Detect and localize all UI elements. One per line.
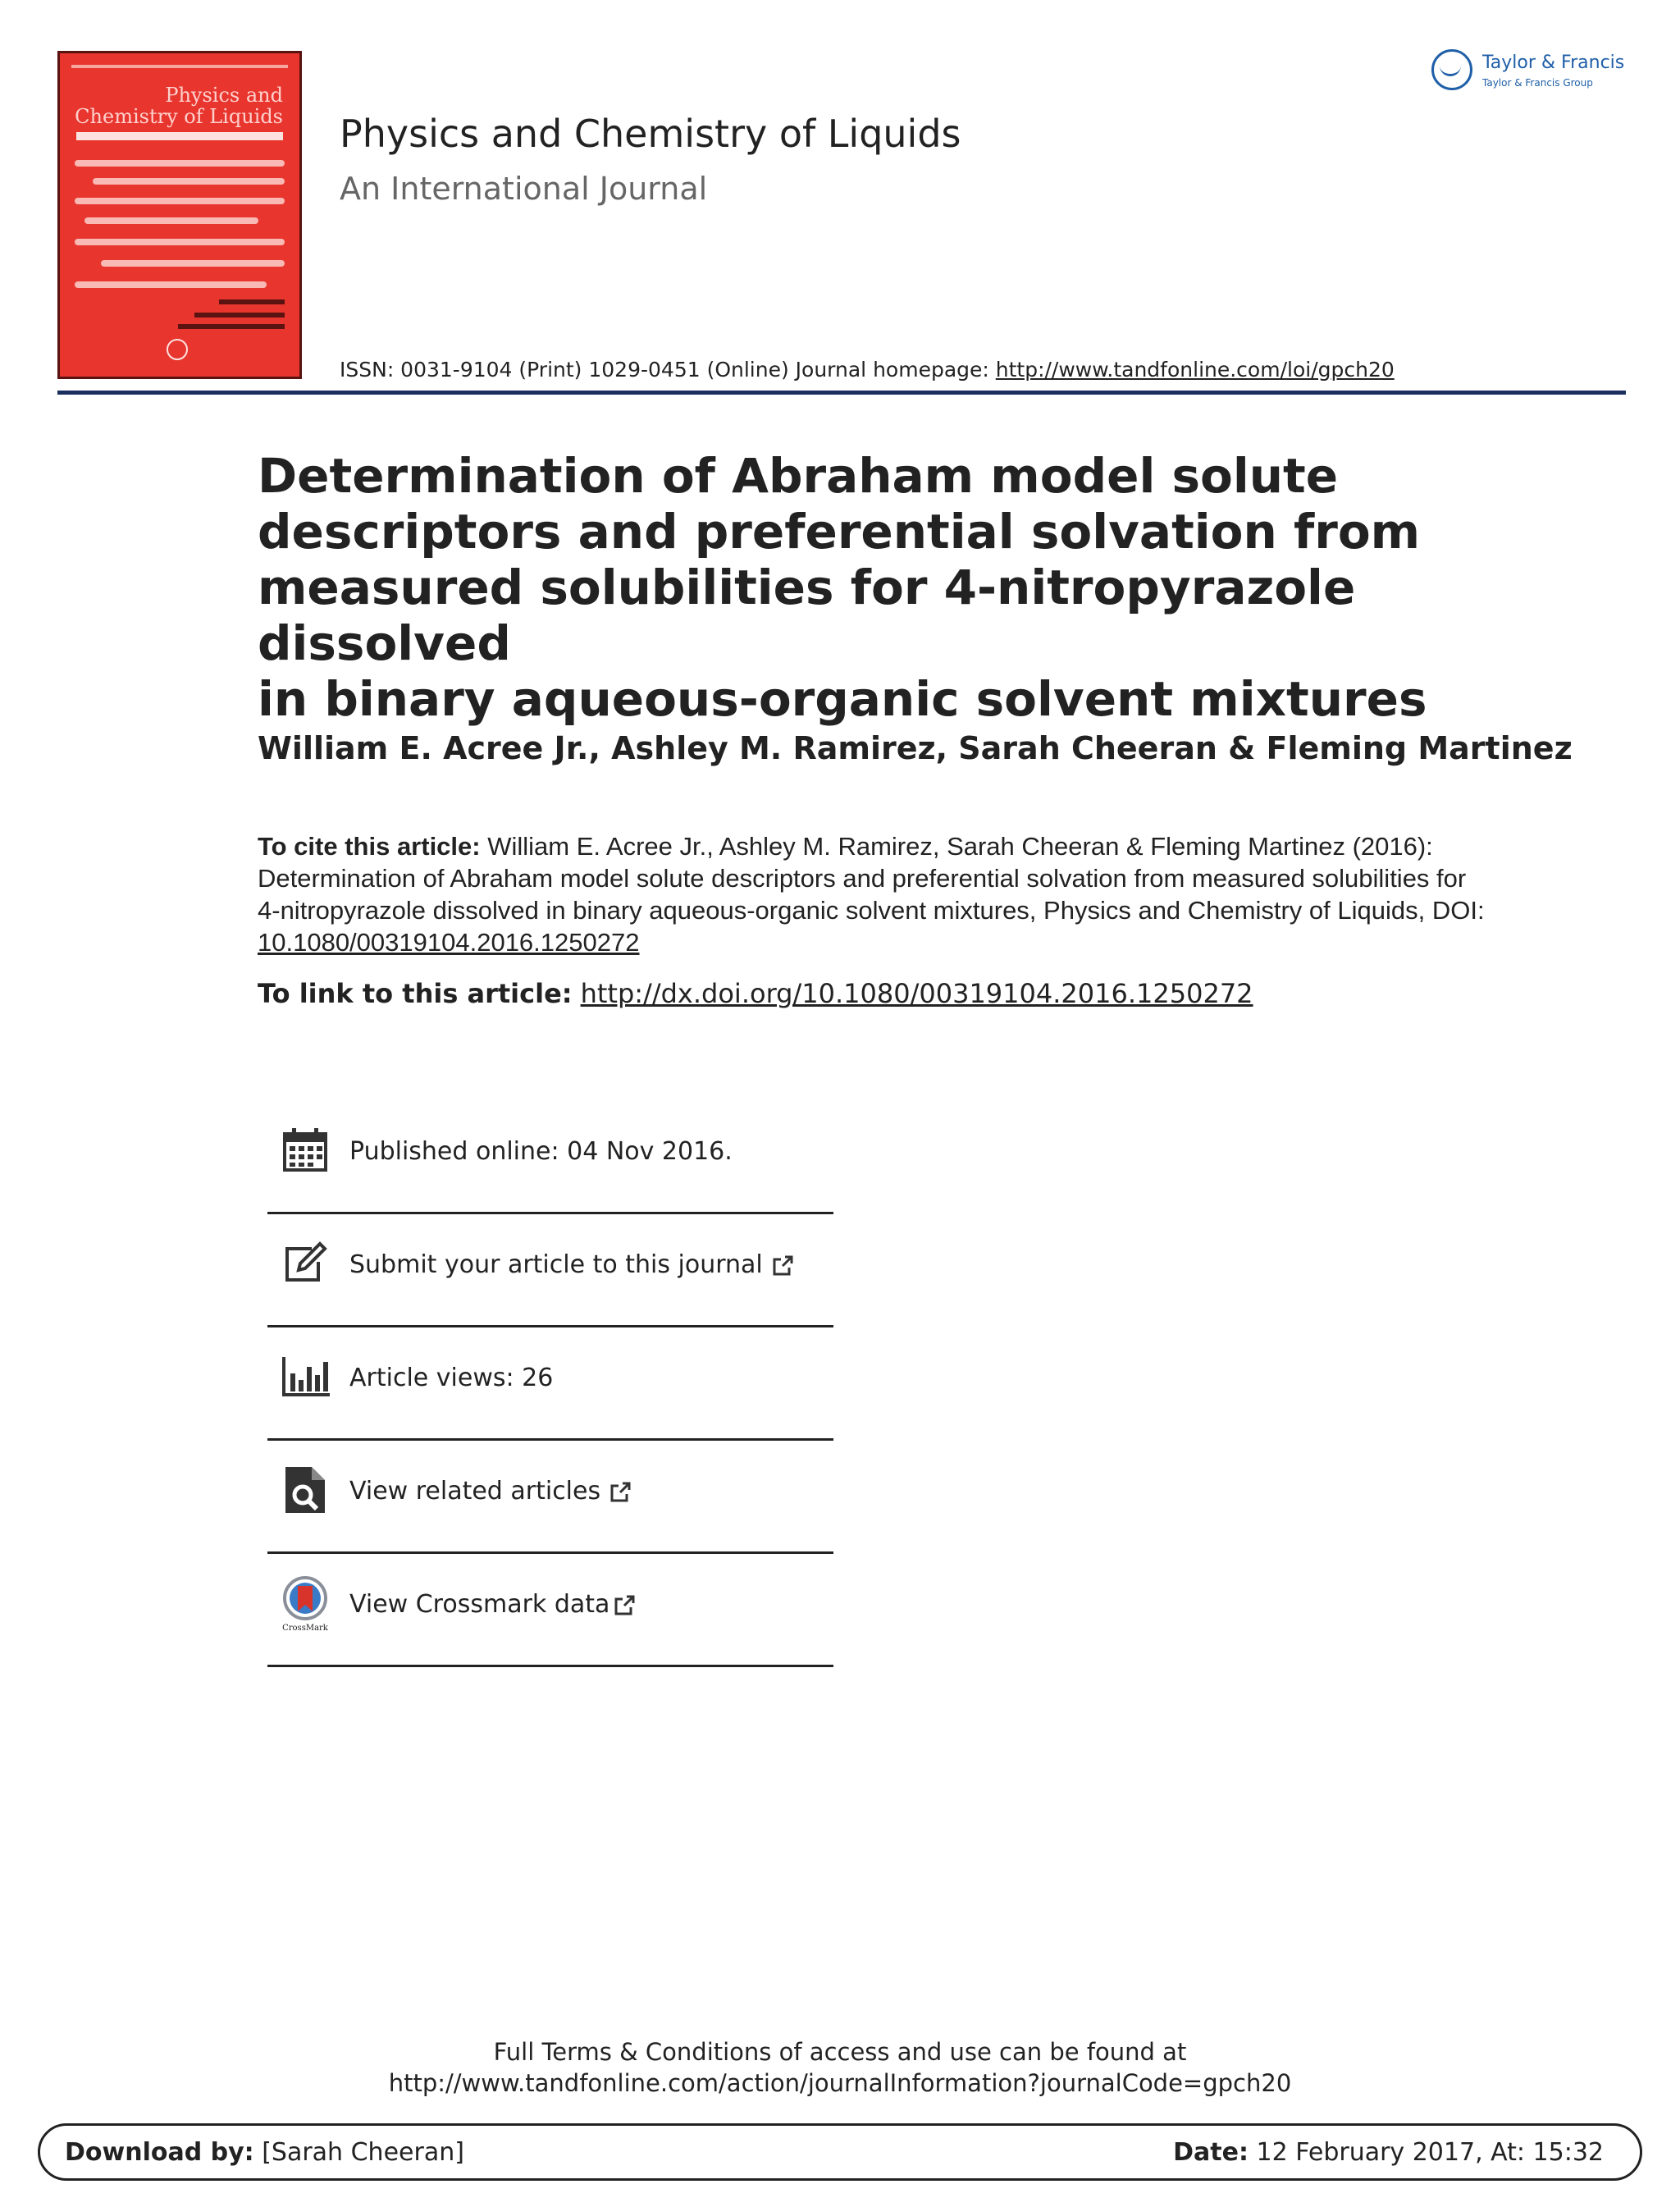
external-link-icon xyxy=(613,1594,636,1617)
published-online-text: Published online: 04 Nov 2016. xyxy=(349,1137,733,1166)
issn-line xyxy=(340,358,1395,382)
submit-article-link[interactable]: Submit your article to this journal xyxy=(349,1250,794,1279)
journal-title: Physics and Chemistry of Liquids xyxy=(340,112,961,156)
download-date: Date: 12 February 2017, At: 15:32 xyxy=(1173,2138,1604,2167)
row-divider xyxy=(267,1665,833,1667)
edit-icon xyxy=(281,1239,330,1288)
citation-block xyxy=(258,830,1488,958)
download-info-bar xyxy=(38,2123,1642,2181)
citation-doi-link[interactable]: 10.1080/00319104.2016.1250272 xyxy=(258,928,640,957)
svg-text:CrossMark: CrossMark xyxy=(282,1624,328,1633)
bar-chart-icon xyxy=(281,1352,330,1401)
crossmark-icon xyxy=(281,1575,330,1633)
article-doi-url-link[interactable]: http://dx.doi.org/10.1080/00319104.2016.1250272 xyxy=(580,978,1253,1009)
journal-cover-image xyxy=(57,51,302,379)
article-link-line xyxy=(258,978,1253,1009)
terms-and-conditions xyxy=(0,2036,1680,2099)
article-views-text: Article views: 26 xyxy=(349,1364,554,1392)
header-divider xyxy=(57,391,1626,395)
journal-subtitle: An International Journal xyxy=(340,171,708,207)
journal-homepage-link[interactable]: http://www.tandfonline.com/loi/gpch20 xyxy=(995,358,1395,382)
article-authors: William E. Acree Jr., Ashley M. Ramirez, Sarah Cheeran & Fleming Martinez xyxy=(258,730,1573,766)
terms-text: Full Terms & Conditions of access and use can be found at xyxy=(493,2038,1187,2066)
document-search-icon xyxy=(281,1465,330,1515)
publisher-name: Taylor & Francis xyxy=(1482,53,1625,73)
downloaded-by: Download by: [Sarah Cheeran] xyxy=(65,2138,464,2167)
terms-url-link[interactable]: http://www.tandfonline.com/action/journalInformation?journalCode=gpch20 xyxy=(388,2069,1292,2097)
external-link-icon xyxy=(771,1254,794,1277)
article-views-row xyxy=(267,1327,833,1441)
article-link-label: To link to this article: xyxy=(258,978,573,1009)
publisher-group: Taylor & Francis Group xyxy=(1482,77,1593,89)
article-title: Determination of Abraham model solute descriptors and preferential solvation from measured solubilities for 4-nitropyrazole dissolved in binary aqueous-organic solvent mixtures xyxy=(258,448,1427,727)
issn-text: ISSN: 0031-9104 (Print) 1029-0451 (Online) Journal homepage: xyxy=(340,358,996,382)
submit-article-row[interactable] xyxy=(267,1214,833,1327)
external-link-icon xyxy=(609,1481,632,1504)
cover-title: Physics and Chemistry of Liquids xyxy=(75,84,283,128)
citation-text: William E. Acree Jr., Ashley M. Ramirez, Sarah Cheeran & Fleming Martinez (2016): Determination of Abraham model solute descriptors and preferential solvation from measured solubilities for 4-nitropyrazole dissolved in binary aqueous-organic solvent mixtures, Physics and Chemistry of Liquids, DOI: xyxy=(258,832,1485,925)
citation-label: To cite this article: xyxy=(258,832,481,861)
taylor-francis-logo xyxy=(1431,48,1628,97)
related-articles-link[interactable]: View related articles xyxy=(349,1477,632,1506)
calendar-icon xyxy=(281,1126,330,1175)
crossmark-link[interactable]: View Crossmark data xyxy=(349,1590,636,1619)
published-online-row xyxy=(267,1101,833,1214)
related-articles-row[interactable] xyxy=(267,1441,833,1554)
crossmark-row[interactable] xyxy=(267,1554,833,1667)
